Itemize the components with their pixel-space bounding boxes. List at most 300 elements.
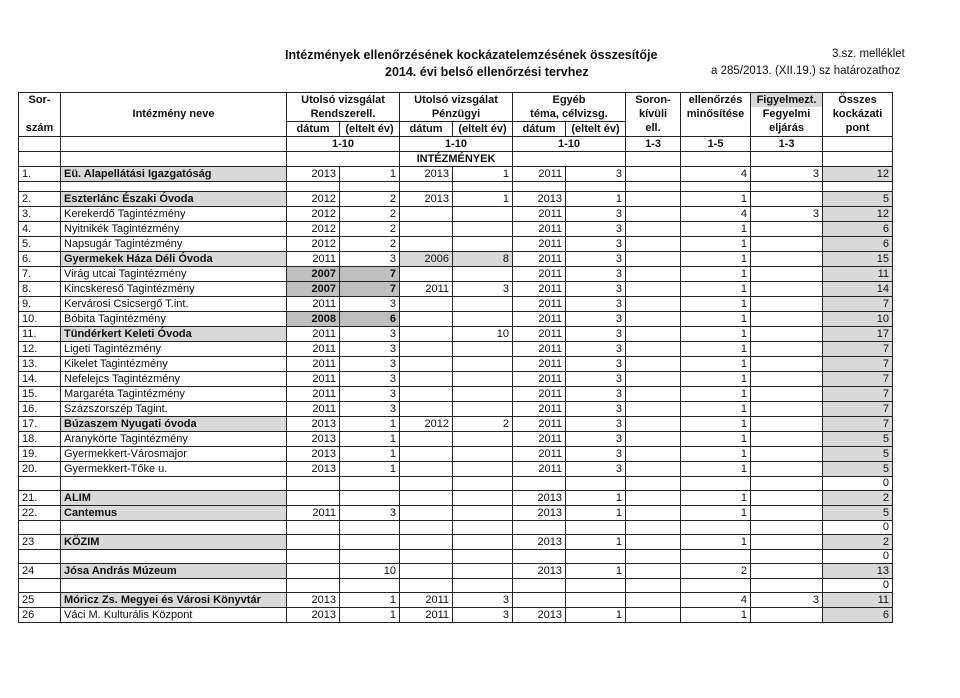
- disciplinary: [751, 564, 823, 579]
- extra-check: [626, 312, 681, 327]
- reg-years: 1: [340, 417, 400, 432]
- other-years: 3: [566, 357, 626, 372]
- spacer-total: 0: [823, 521, 893, 535]
- scale-fin: 1-10: [400, 137, 513, 152]
- total-points: 5: [823, 192, 893, 207]
- fin-date: [400, 297, 453, 312]
- reg-date: 2013: [287, 608, 340, 623]
- scale-other: 1-10: [513, 137, 626, 152]
- fin-date: 2011: [400, 282, 453, 297]
- col-ell-3: [681, 122, 751, 137]
- other-date: 2011: [513, 267, 566, 282]
- institution-name: Nefelejcs Tagintézmény: [61, 372, 287, 387]
- fin-years: [453, 357, 513, 372]
- scale-soron: 1-3: [626, 137, 681, 152]
- institution-name: Cantemus: [61, 506, 287, 521]
- evaluation: 1: [681, 237, 751, 252]
- institution-name: Napsugár Tagintézmény: [61, 237, 287, 252]
- row-number: 20.: [19, 462, 61, 477]
- fin-years: 3: [453, 608, 513, 623]
- institution-name: Gyermekkert-Városmajor: [61, 447, 287, 462]
- reg-date: [287, 535, 340, 550]
- row-number: 23: [19, 535, 61, 550]
- fin-date: [400, 491, 453, 506]
- reg-date: 2012: [287, 222, 340, 237]
- fin-date: 2011: [400, 593, 453, 608]
- other-years: 3: [566, 207, 626, 222]
- extra-check: [626, 506, 681, 521]
- other-date: 2011: [513, 387, 566, 402]
- reg-years: 1: [340, 608, 400, 623]
- reg-date: [287, 564, 340, 579]
- disciplinary: [751, 357, 823, 372]
- other-years: 3: [566, 462, 626, 477]
- disciplinary: [751, 417, 823, 432]
- extra-check: [626, 222, 681, 237]
- reg-date: 2012: [287, 207, 340, 222]
- col-fegy-1: Figyelmezt.: [751, 93, 823, 108]
- col-reg-eltelt: (eltelt év): [340, 122, 400, 137]
- reg-years: 3: [340, 506, 400, 521]
- extra-check: [626, 593, 681, 608]
- fin-years: [453, 372, 513, 387]
- row-number: 16.: [19, 402, 61, 417]
- total-points: 14: [823, 282, 893, 297]
- disciplinary: [751, 327, 823, 342]
- other-date: 2011: [513, 252, 566, 267]
- fin-years: 1: [453, 192, 513, 207]
- disciplinary: [751, 192, 823, 207]
- total-points: 6: [823, 608, 893, 623]
- table-row: [19, 267, 893, 282]
- other-years: 3: [566, 447, 626, 462]
- total-points: 11: [823, 267, 893, 282]
- col-soron-2: kívüli: [626, 107, 681, 122]
- total-points: 7: [823, 357, 893, 372]
- total-points: 6: [823, 222, 893, 237]
- row-number: 13.: [19, 357, 61, 372]
- other-date: 2013: [513, 192, 566, 207]
- table-row: [19, 387, 893, 402]
- fin-years: [453, 447, 513, 462]
- fin-date: [400, 312, 453, 327]
- institution-name: Tündérkert Keleti Óvoda: [61, 327, 287, 342]
- total-points: 2: [823, 491, 893, 506]
- extra-check: [626, 357, 681, 372]
- spacer-total: 0: [823, 477, 893, 491]
- total-points: 13: [823, 564, 893, 579]
- title-line-1: Intézmények ellenőrzésének kockázatelemzésének összesítője: [285, 48, 658, 62]
- reg-date: 2013: [287, 447, 340, 462]
- extra-check: [626, 267, 681, 282]
- total-points: 7: [823, 297, 893, 312]
- spacer-row: [19, 550, 893, 564]
- total-points: 11: [823, 593, 893, 608]
- extra-check: [626, 297, 681, 312]
- disciplinary: [751, 372, 823, 387]
- row-number: 3.: [19, 207, 61, 222]
- institution-name: Kervárosi Csicsergő T.int.: [61, 297, 287, 312]
- reg-years: 3: [340, 357, 400, 372]
- fin-years: [453, 222, 513, 237]
- row-number: 4.: [19, 222, 61, 237]
- col-ell-2: minősítése: [681, 107, 751, 122]
- fin-date: [400, 327, 453, 342]
- table-row: [19, 447, 893, 462]
- risk-table: [18, 92, 893, 623]
- other-date: 2011: [513, 312, 566, 327]
- other-years: 1: [566, 535, 626, 550]
- title-line-2: 2014. évi belső ellenőrzési tervhez: [385, 65, 589, 79]
- total-points: 7: [823, 417, 893, 432]
- reg-years: 3: [340, 372, 400, 387]
- reg-date: 2007: [287, 267, 340, 282]
- fin-years: [453, 402, 513, 417]
- reg-years: [340, 491, 400, 506]
- fin-years: [453, 535, 513, 550]
- reg-years: 3: [340, 327, 400, 342]
- fin-date: 2013: [400, 192, 453, 207]
- row-number: 11.: [19, 327, 61, 342]
- reg-date: 2011: [287, 297, 340, 312]
- evaluation: 1: [681, 447, 751, 462]
- reg-date: 2011: [287, 357, 340, 372]
- table-row: [19, 535, 893, 550]
- row-number: 1.: [19, 167, 61, 182]
- reg-years: 7: [340, 282, 400, 297]
- institution-name: Százszorszép Tagint.: [61, 402, 287, 417]
- col-name: Intézmény neve: [61, 93, 287, 137]
- row-number: 24: [19, 564, 61, 579]
- fin-date: [400, 222, 453, 237]
- disciplinary: [751, 447, 823, 462]
- other-date: 2011: [513, 372, 566, 387]
- other-date: [513, 593, 566, 608]
- disciplinary: 3: [751, 207, 823, 222]
- table-row: [19, 192, 893, 207]
- fin-years: [453, 267, 513, 282]
- fin-date: [400, 387, 453, 402]
- total-points: 12: [823, 167, 893, 182]
- reg-years: 2: [340, 237, 400, 252]
- evaluation: 1: [681, 342, 751, 357]
- fin-years: 3: [453, 593, 513, 608]
- row-number: 6.: [19, 252, 61, 267]
- col-fegy-3: eljárás: [751, 122, 823, 137]
- reg-years: 2: [340, 222, 400, 237]
- evaluation: 4: [681, 593, 751, 608]
- reg-years: 1: [340, 462, 400, 477]
- col-reg-2: Rendszerell.: [287, 107, 400, 122]
- disciplinary: [751, 312, 823, 327]
- institution-name: Bóbita Tagintézmény: [61, 312, 287, 327]
- col-fin-eltelt: (eltelt év): [453, 122, 513, 137]
- total-points: 5: [823, 447, 893, 462]
- fin-date: [400, 207, 453, 222]
- other-years: 3: [566, 387, 626, 402]
- row-number: 2.: [19, 192, 61, 207]
- extra-check: [626, 252, 681, 267]
- reg-date: 2011: [287, 372, 340, 387]
- row-number: 15.: [19, 387, 61, 402]
- evaluation: 2: [681, 564, 751, 579]
- extra-check: [626, 564, 681, 579]
- other-years: 3: [566, 237, 626, 252]
- fin-date: [400, 535, 453, 550]
- reg-date: 2012: [287, 192, 340, 207]
- extra-check: [626, 462, 681, 477]
- row-number: 26: [19, 608, 61, 623]
- annex-label: 3.sz. melléklet: [832, 48, 905, 60]
- reg-years: 1: [340, 432, 400, 447]
- other-date: 2011: [513, 402, 566, 417]
- other-date: 2011: [513, 447, 566, 462]
- fin-date: [400, 342, 453, 357]
- fin-years: [453, 297, 513, 312]
- reg-years: 3: [340, 252, 400, 267]
- disciplinary: [751, 402, 823, 417]
- total-points: 7: [823, 372, 893, 387]
- col-soron-3: ell.: [626, 122, 681, 137]
- institution-name: Eszterlánc Északi Óvoda: [61, 192, 287, 207]
- reg-years: 6: [340, 312, 400, 327]
- col-other-datum: dátum: [513, 122, 566, 137]
- institution-name: Aranykörte Tagintézmény: [61, 432, 287, 447]
- institution-name: Kincskereső Tagintézmény: [61, 282, 287, 297]
- fin-years: 10: [453, 327, 513, 342]
- fin-date: [400, 267, 453, 282]
- col-reg-datum: dátum: [287, 122, 340, 137]
- evaluation: 1: [681, 462, 751, 477]
- evaluation: 4: [681, 167, 751, 182]
- other-date: 2013: [513, 608, 566, 623]
- col-fegy-2: Fegyelmi: [751, 107, 823, 122]
- evaluation: 1: [681, 327, 751, 342]
- row-number: 14.: [19, 372, 61, 387]
- reg-date: 2011: [287, 342, 340, 357]
- evaluation: 1: [681, 357, 751, 372]
- disciplinary: [751, 462, 823, 477]
- total-points: 7: [823, 402, 893, 417]
- row-number: 7.: [19, 267, 61, 282]
- disciplinary: [751, 222, 823, 237]
- col-ell-1: ellenőrzés: [681, 93, 751, 108]
- institution-name: Eü. Alapellátási Igazgatóság: [61, 167, 287, 182]
- extra-check: [626, 608, 681, 623]
- table-row: [19, 342, 893, 357]
- scale-reg: 1-10: [287, 137, 400, 152]
- disciplinary: [751, 535, 823, 550]
- col-soron-1: Soron-: [626, 93, 681, 108]
- table-row: [19, 237, 893, 252]
- other-years: 3: [566, 342, 626, 357]
- reg-date: 2011: [287, 402, 340, 417]
- other-date: 2011: [513, 297, 566, 312]
- disciplinary: 3: [751, 167, 823, 182]
- evaluation: 1: [681, 282, 751, 297]
- reg-years: 3: [340, 387, 400, 402]
- other-date: 2011: [513, 282, 566, 297]
- table-row: [19, 252, 893, 267]
- fin-date: [400, 462, 453, 477]
- evaluation: 1: [681, 432, 751, 447]
- col-sorszam-2: [19, 107, 61, 122]
- evaluation: 1: [681, 387, 751, 402]
- table-body: [19, 167, 893, 623]
- other-years: 1: [566, 564, 626, 579]
- table-row: [19, 593, 893, 608]
- other-years: 3: [566, 222, 626, 237]
- extra-check: [626, 535, 681, 550]
- reg-date: 2011: [287, 387, 340, 402]
- other-date: 2011: [513, 237, 566, 252]
- fin-date: [400, 564, 453, 579]
- institution-name: KÖZIM: [61, 535, 287, 550]
- spacer-row: [19, 579, 893, 593]
- extra-check: [626, 372, 681, 387]
- other-years: 3: [566, 417, 626, 432]
- institution-name: Váci M. Kulturális Központ: [61, 608, 287, 623]
- extra-check: [626, 327, 681, 342]
- reg-years: 1: [340, 593, 400, 608]
- col-other-1: Egyéb: [513, 93, 626, 108]
- table-row: [19, 207, 893, 222]
- extra-check: [626, 237, 681, 252]
- table-header: [19, 93, 893, 167]
- row-number: 5.: [19, 237, 61, 252]
- fin-date: [400, 237, 453, 252]
- fin-years: [453, 506, 513, 521]
- total-points: 17: [823, 327, 893, 342]
- other-years: 3: [566, 432, 626, 447]
- disciplinary: [751, 432, 823, 447]
- fin-date: 2006: [400, 252, 453, 267]
- col-reg-1: Utolsó vizsgálat: [287, 93, 400, 108]
- evaluation: 1: [681, 297, 751, 312]
- institution-name: Kerekerdő Tagintézmény: [61, 207, 287, 222]
- row-number: 12.: [19, 342, 61, 357]
- table-row: [19, 462, 893, 477]
- other-date: 2013: [513, 491, 566, 506]
- fin-date: [400, 402, 453, 417]
- total-points: 6: [823, 237, 893, 252]
- other-date: 2011: [513, 167, 566, 182]
- institution-name: Jósa András Múzeum: [61, 564, 287, 579]
- reg-years: 3: [340, 342, 400, 357]
- institution-name: Virág utcai Tagintézmény: [61, 267, 287, 282]
- evaluation: 4: [681, 207, 751, 222]
- extra-check: [626, 282, 681, 297]
- reg-years: 3: [340, 297, 400, 312]
- evaluation: 1: [681, 402, 751, 417]
- evaluation: 1: [681, 535, 751, 550]
- table-row: [19, 417, 893, 432]
- evaluation: 1: [681, 267, 751, 282]
- total-points: 15: [823, 252, 893, 267]
- col-other-2: téma, célvizsg.: [513, 107, 626, 122]
- other-years: 3: [566, 312, 626, 327]
- disciplinary: [751, 297, 823, 312]
- fin-years: [453, 237, 513, 252]
- total-points: 12: [823, 207, 893, 222]
- disciplinary: [751, 491, 823, 506]
- evaluation: 1: [681, 417, 751, 432]
- institution-name: Móricz Zs. Megyei és Városi Könyvtár: [61, 593, 287, 608]
- fin-years: 1: [453, 167, 513, 182]
- table-row: [19, 357, 893, 372]
- extra-check: [626, 387, 681, 402]
- disciplinary: 3: [751, 593, 823, 608]
- extra-check: [626, 417, 681, 432]
- table-row: [19, 372, 893, 387]
- disciplinary: [751, 387, 823, 402]
- reg-date: 2013: [287, 432, 340, 447]
- col-ossz-3: pont: [823, 122, 893, 137]
- reg-date: [287, 491, 340, 506]
- other-years: 3: [566, 282, 626, 297]
- fin-years: [453, 342, 513, 357]
- table-row: [19, 432, 893, 447]
- evaluation: 1: [681, 372, 751, 387]
- col-fin-2: Pénzügyi: [400, 107, 513, 122]
- total-points: 2: [823, 535, 893, 550]
- spacer-row: [19, 521, 893, 535]
- extra-check: [626, 432, 681, 447]
- fin-years: [453, 207, 513, 222]
- table-row: [19, 222, 893, 237]
- reg-years: 10: [340, 564, 400, 579]
- table-row: [19, 506, 893, 521]
- fin-years: [453, 462, 513, 477]
- other-date: 2011: [513, 222, 566, 237]
- reg-years: 3: [340, 402, 400, 417]
- evaluation: 1: [681, 312, 751, 327]
- disciplinary: [751, 342, 823, 357]
- reg-date: 2011: [287, 506, 340, 521]
- other-date: 2013: [513, 506, 566, 521]
- evaluation: 1: [681, 608, 751, 623]
- reg-date: 2007: [287, 282, 340, 297]
- fin-years: [453, 432, 513, 447]
- fin-date: 2011: [400, 608, 453, 623]
- table-row: [19, 167, 893, 182]
- col-ossz-2: kockázati: [823, 107, 893, 122]
- resolution-label: a 285/2013. (XII.19.) sz határozathoz: [711, 65, 901, 77]
- institution-name: Margaréta Tagintézmény: [61, 387, 287, 402]
- total-points: 7: [823, 342, 893, 357]
- total-points: 5: [823, 462, 893, 477]
- reg-date: 2012: [287, 237, 340, 252]
- extra-check: [626, 447, 681, 462]
- extra-check: [626, 402, 681, 417]
- other-date: 2011: [513, 357, 566, 372]
- other-date: 2011: [513, 327, 566, 342]
- other-years: 3: [566, 252, 626, 267]
- reg-date: 2013: [287, 593, 340, 608]
- other-years: 1: [566, 506, 626, 521]
- fin-years: [453, 491, 513, 506]
- other-date: 2011: [513, 207, 566, 222]
- institution-name: Gyermekek Háza Déli Óvoda: [61, 252, 287, 267]
- disciplinary: [751, 506, 823, 521]
- fin-date: [400, 447, 453, 462]
- other-years: 3: [566, 402, 626, 417]
- total-points: 10: [823, 312, 893, 327]
- other-years: [566, 593, 626, 608]
- fin-years: 8: [453, 252, 513, 267]
- table-row: [19, 297, 893, 312]
- evaluation: 1: [681, 491, 751, 506]
